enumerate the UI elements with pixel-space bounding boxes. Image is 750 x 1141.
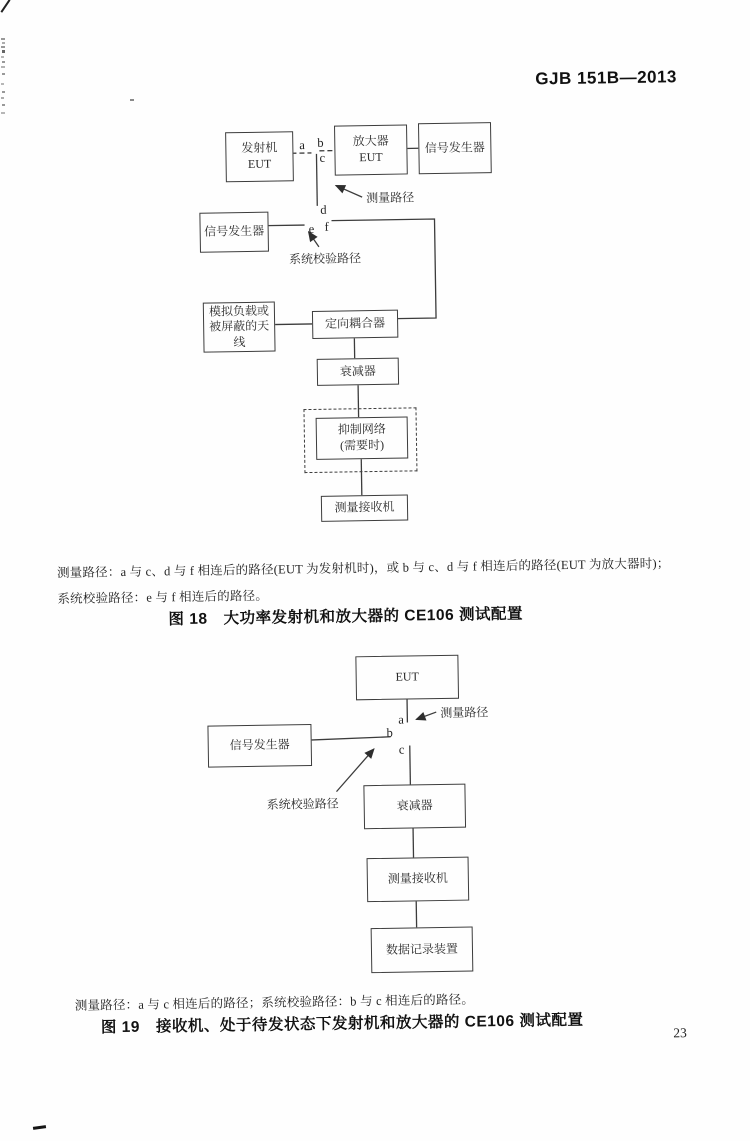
wire-load-to-coupler xyxy=(273,324,312,325)
box-amplifier-eut: 放大器 EUT xyxy=(334,124,408,175)
box-measurement-receiver-fig19: 测量接收机 xyxy=(367,857,470,903)
box-attenuator-fig18: 衰减器 xyxy=(317,358,399,386)
box-directional-coupler: 定向耦合器 xyxy=(312,310,398,339)
doc-number: GJB 151B—2013 xyxy=(535,67,678,89)
fig18-caption: 图 18 大功率发射机和放大器的 CE106 测试配置 xyxy=(168,605,524,629)
calibrate-path-annotation-fig18: 系统校验路径 xyxy=(288,251,362,267)
box-suppression-network: 抑制网络 (需要时) xyxy=(316,416,409,459)
calibrate-path-annotation-fig19: 系统校验路径 xyxy=(266,796,339,812)
page-number: 23 xyxy=(673,1025,687,1041)
junction-label-a-fig19: a xyxy=(398,712,405,727)
box-measurement-receiver-fig18: 测量接收机 xyxy=(321,494,408,521)
junction-label-c-fig19: c xyxy=(398,742,405,757)
fig19-note: 测量路径：a 与 c 相连后的路径；系统校验路径：b 与 c 相连后的路径。 xyxy=(74,992,475,1013)
box-signal-generator-top: 信号发生器 xyxy=(418,122,492,174)
box-data-recorder: 数据记录装置 xyxy=(371,927,474,974)
fig18-note-line1: 测量路径：a 与 c、d 与 f 相连后的路径(EUT 为发射机时)，或 b 与 c、d 与 f 相连后的路径(EUT 为放大器时)； xyxy=(56,556,670,580)
box-signal-generator-left: 信号发生器 xyxy=(199,212,269,253)
measure-path-arrow-fig19 xyxy=(416,712,436,719)
junction-label-e: e xyxy=(308,221,315,236)
box-simulated-load: 模拟负载或 被屏蔽的天线 xyxy=(203,302,276,353)
measure-path-annotation-fig18: 测量路径 xyxy=(366,190,415,206)
fig18-note-line2: 系统校验路径：e 与 f 相连后的路径。 xyxy=(57,588,269,606)
wire-f-right-down-to-coupler xyxy=(332,219,437,320)
wire-siggen-to-e xyxy=(267,225,305,226)
box-signal-generator-fig19: 信号发生器 xyxy=(207,724,312,768)
junction-label-a: a xyxy=(299,138,305,153)
measure-path-annotation-fig19: 测量路径 xyxy=(440,705,489,720)
wire-c-down-to-attenuator xyxy=(410,745,411,784)
measure-path-arrow-fig18 xyxy=(336,185,362,197)
box-transmitter-eut: 发射机 EUT xyxy=(225,131,294,182)
junction-label-d: d xyxy=(320,202,327,217)
box-eut-fig19: EUT xyxy=(355,655,459,701)
junction-label-b: b xyxy=(317,135,324,150)
wire-siggen-to-b xyxy=(310,737,391,740)
wire-c-to-d xyxy=(316,154,317,206)
junction-label-b-fig19: b xyxy=(386,725,393,740)
box-attenuator-fig19: 衰减器 xyxy=(363,784,466,830)
fig19-caption: 图 19 接收机、处于待发状态下发射机和放大器的 CE106 测试配置 xyxy=(100,1011,584,1037)
junction-label-f: f xyxy=(324,219,329,234)
junction-label-c: c xyxy=(319,150,326,165)
